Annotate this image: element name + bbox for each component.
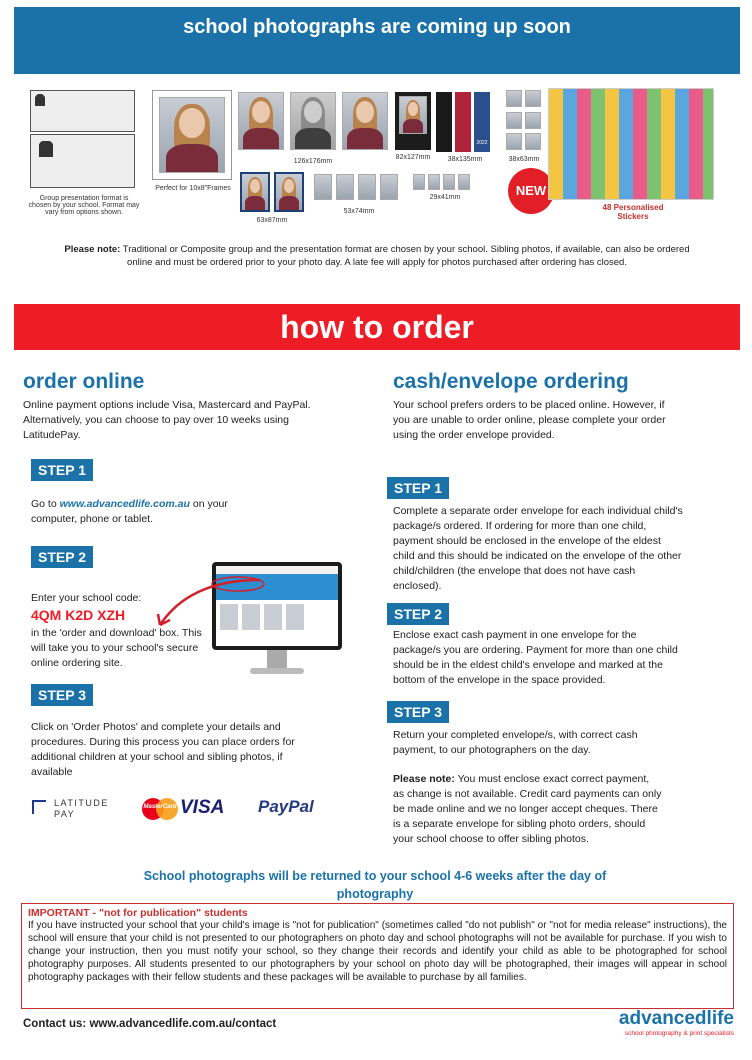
order-online-heading: order online <box>23 370 145 393</box>
size-38-135-label: 38x135mm <box>447 156 483 163</box>
photo-29-row <box>413 174 483 192</box>
magnet-group <box>506 90 546 152</box>
size-82-label: 82x127mm <box>395 154 431 161</box>
note-text: Traditional or Composite group and the presentation format are chosen by your school. Sibling photos, if available, can also be ordered online and must be ordered prior to your photo day. A late fee will apply for photos purchased after ordering has closed. <box>122 244 690 268</box>
important-title: IMPORTANT - "not for publication" students <box>28 907 248 919</box>
cash-note-text: You must enclose exact correct payment, as change is not available. Credit card payments can only be made online and we no longer accept cheques. There is a separate envelope for sibling photo orders, should your school choose to offer sibling photos. <box>393 773 662 845</box>
how-to-order-title: how to order <box>280 309 474 345</box>
contact-line: Contact us: www.advancedlife.com.au/contact <box>23 1018 277 1030</box>
presentation-note <box>60 243 694 269</box>
group-traditional-image <box>30 134 135 188</box>
important-box <box>21 903 734 1009</box>
photo-126-sepia <box>342 92 388 150</box>
photo-126-color <box>238 92 284 150</box>
cash-step3-text: Return your completed envelope/s, with correct cash payment, to our photographers on the day. <box>393 729 638 756</box>
cash-intro: Your school prefers orders to be placed online. However, if you are unable to order online, please complete your order using the order envelope provided. <box>393 399 666 441</box>
stickers-sheet <box>548 88 714 200</box>
cash-note-label: Please note: <box>393 773 455 785</box>
note-label: Please note: <box>64 244 121 255</box>
size-126-label: 126x176mm <box>293 158 333 165</box>
photo-126-bw <box>290 92 336 150</box>
top-banner <box>14 7 740 74</box>
important-text: If you have instructed your school that your child's image is "not for publication" (sometimes called "do not publish" or "not for media release" instructions), the school will ensure that your child is not presented to our photographers on photo day and school photographs will not be available for purchase. If you wish to change your instruction, then you must notify your school, so they change their records and identify your child as able to be photographed for school photography purposes. All students presented to our photographers by your school on photo day will be photographed, their images will appear in school photography packages with their fellow students and these packages will be available to purchase by all families. <box>28 920 727 983</box>
latitude-pay-logo: LATITUDE PAY <box>32 798 122 822</box>
visa-logo: VISA <box>180 797 225 818</box>
cash-step2-label: STEP 2 <box>387 603 449 625</box>
school-code: 4QM K2D XZH <box>31 607 126 623</box>
brand-tagline: school photography & print specialists <box>624 1030 734 1037</box>
top-banner-title: school photographs are coming up soon <box>183 16 571 38</box>
new-badge: NEW <box>508 168 554 214</box>
frame-10x8-image <box>152 90 232 180</box>
how-to-order-banner <box>14 304 740 350</box>
online-step3-text: Click on 'Order Photos' and complete your details and procedures. During this process you can place orders for additional children at your school and sibling photos, if available <box>31 721 295 778</box>
cash-ordering-heading: cash/envelope ordering <box>393 370 629 393</box>
cash-step1-label: STEP 1 <box>387 477 449 499</box>
bookmark-2 <box>455 92 471 152</box>
online-step1-text: Go to www.advancedlife.com.au on your computer, phone or tablet. <box>31 498 228 525</box>
photo-53-row <box>314 174 410 204</box>
cash-step2-text: Enclose exact cash payment in one envelope for the package/s you are ordering. Payment for more than one child should be in the eldest child's envelope and marked at the bottom of the envelope in the space provided. <box>393 629 678 686</box>
arrow-icon <box>150 570 270 630</box>
online-step2-post: in the 'order and download' box. This will take you to your school's secure online ordering site. <box>31 627 202 669</box>
brand-name: advancedlife <box>618 1008 734 1029</box>
group-caption: Group presentation format is chosen by your school. Format may vary from options shown. <box>28 195 140 216</box>
online-step1-label: STEP 1 <box>31 459 93 481</box>
cash-step1-text: Complete a separate order envelope for each individual child's package/s ordered. If ordering for more than one child, payment should be enclosed in the envelope of the eldest child and this should be indicated on the envelope of the other child/children (the envelope that does not have cash enclosed). <box>393 505 683 592</box>
bookmark-3: 2022 <box>474 92 490 152</box>
cash-step3-label: STEP 3 <box>387 701 449 723</box>
stickers-label: 48 Personalised Stickers <box>602 203 664 221</box>
online-step2-label: STEP 2 <box>31 546 93 568</box>
return-notice: School photographs will be returned to your school 4-6 weeks after the day of photography <box>143 869 607 901</box>
size-29-label: 29x41mm <box>429 194 461 201</box>
online-step3-label: STEP 3 <box>31 684 93 706</box>
photo-63-pair <box>240 172 306 214</box>
size-63-label: 63x87mm <box>256 217 288 224</box>
product-strip <box>28 88 718 234</box>
group-composite-image <box>30 90 135 132</box>
online-step2-pre: Enter your school code: <box>31 592 142 604</box>
cash-note <box>393 772 663 847</box>
photo-82-frame <box>395 92 431 150</box>
frame-caption: Perfect for 10x8"Frames <box>155 185 231 192</box>
size-53-label: 53x74mm <box>343 208 375 215</box>
paypal-logo: PayPal <box>258 797 314 816</box>
brand-logo <box>582 1008 734 1038</box>
advancedlife-link[interactable]: www.advancedlife.com.au <box>59 498 190 510</box>
bookmark-1 <box>436 92 452 152</box>
size-38-63-label: 38x63mm <box>508 156 540 163</box>
mastercard-logo: MasterCard <box>142 798 178 820</box>
order-online-intro: Online payment options include Visa, Mastercard and PayPal. Alternatively, you can choose to pay over 10 weeks using LatitudePay. <box>23 399 311 441</box>
